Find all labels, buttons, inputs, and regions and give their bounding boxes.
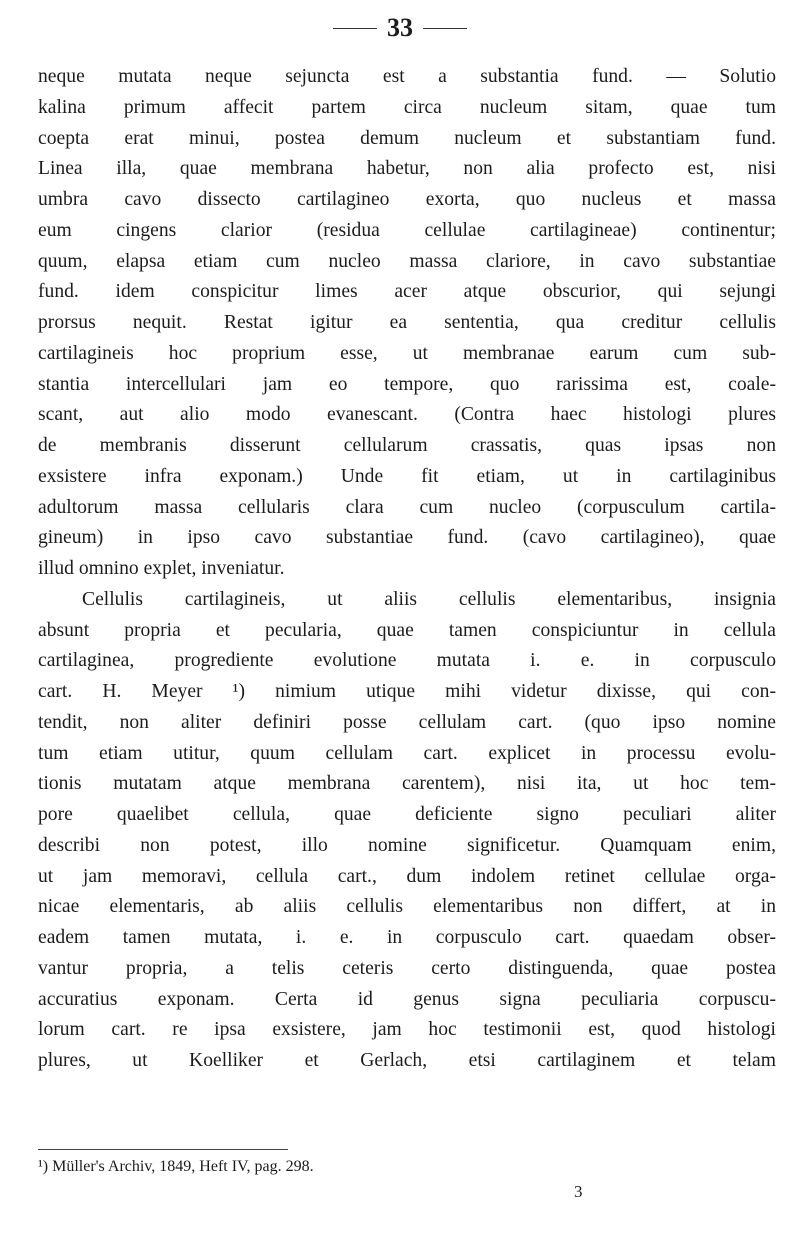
page-number: 33 — [387, 13, 413, 42]
header-dash-right — [423, 28, 467, 29]
text-line: accuratius exponam. Certa id genus signa peculiaria corpuscu- — [38, 988, 776, 1010]
text-line: gineum) in ipso cavo substantiae fund. (cavo cartilagineo), quae — [38, 527, 776, 549]
text-line: pore quaelibet cellula, quae deficiente signo peculiari aliter — [38, 804, 776, 825]
text-line: de membranis disserunt cellularum crassatis, quas ipsas non — [38, 435, 776, 456]
text-line: illud omnino explet, inveniatur. — [38, 558, 285, 579]
text-line: absunt propria et pecularia, quae tamen conspiciuntur in cellula — [38, 619, 776, 641]
text-line: eadem tamen mutata, i. e. in corpusculo cart. quaedam obser- — [38, 927, 776, 948]
text-line: tendit, non aliter definiri posse cellulam cart. (quo ipso nomine — [38, 711, 776, 733]
text-line: cartilagineis hoc proprium esse, ut membranae earum cum sub- — [38, 342, 776, 364]
text-line: describi non potest, illo nomine significetur. Quamquam enim, — [38, 834, 776, 856]
text-line: vantur propria, a telis ceteris certo distinguenda, quae postea — [38, 957, 776, 979]
header-dash-left — [333, 28, 377, 29]
text-line: fund. idem conspicitur limes acer atque obscurior, qui sejungi — [38, 281, 776, 303]
text-line: stantia intercellulari jam eo tempore, quo rarissima est, coale- — [38, 373, 776, 395]
text-line: tum etiam utitur, quum cellulam cart. explicet in processu evolu- — [38, 742, 776, 764]
text-line: quum, elapsa etiam cum nucleo massa clariore, in cavo substantiae — [38, 250, 776, 272]
text-line: kalina primum affecit partem circa nucleum sitam, quae tum — [38, 96, 776, 118]
text-line: scant, aut alio modo evanescant. (Contra haec histologi plures — [38, 404, 776, 426]
text-line: prorsus nequit. Restat igitur ea sententia, qua creditur cellulis — [38, 312, 776, 333]
footnote: ¹) Müller's Archiv, 1849, Heft IV, pag. 298. — [38, 1158, 314, 1175]
text-line: adultorum massa cellularis clara cum nucleo (corpusculum cartila- — [38, 496, 776, 518]
text-line: lorum cart. re ipsa exsistere, jam hoc testimonii est, quod histologi — [38, 1019, 776, 1041]
text-line: ut jam memoravi, cellula cart., dum indolem retinet cellulae orga- — [38, 865, 776, 887]
body-text — [38, 62, 776, 1077]
text-line: eum cingens clarior (residua cellulae cartilagineae) continentur; — [38, 219, 776, 241]
text-line: nicae elementaris, ab aliis cellulis elementaribus non differt, at in — [38, 896, 776, 918]
text-line: cart. H. Meyer ¹) nimium utique mihi videtur dixisse, qui con- — [38, 681, 776, 702]
text-line: Cellulis cartilagineis, ut aliis cellulis elementaribus, insignia — [82, 588, 776, 610]
text-line: exsistere infra exponam.) Unde fit etiam, ut in cartilaginibus — [38, 465, 776, 487]
footnote-divider — [38, 1149, 288, 1150]
text-line: plures, ut Koelliker et Gerlach, etsi cartilaginem et telam — [38, 1050, 776, 1071]
text-line: tionis mutatam atque membrana carentem), nisi ita, ut hoc tem- — [38, 773, 776, 795]
text-line: cartilaginea, progrediente evolutione mutata i. e. in corpusculo — [38, 650, 776, 672]
signature-mark: 3 — [574, 1182, 583, 1201]
page-header — [0, 14, 800, 42]
text-line: neque mutata neque sejuncta est a substantia fund. — Solutio — [38, 66, 776, 87]
text-line: coepta erat minui, postea demum nucleum et substantiam fund. — [38, 127, 776, 149]
text-line: umbra cavo dissecto cartilagineo exorta, quo nucleus et massa — [38, 189, 776, 210]
text-line: Linea illa, quae membrana habetur, non alia profecto est, nisi — [38, 158, 776, 180]
